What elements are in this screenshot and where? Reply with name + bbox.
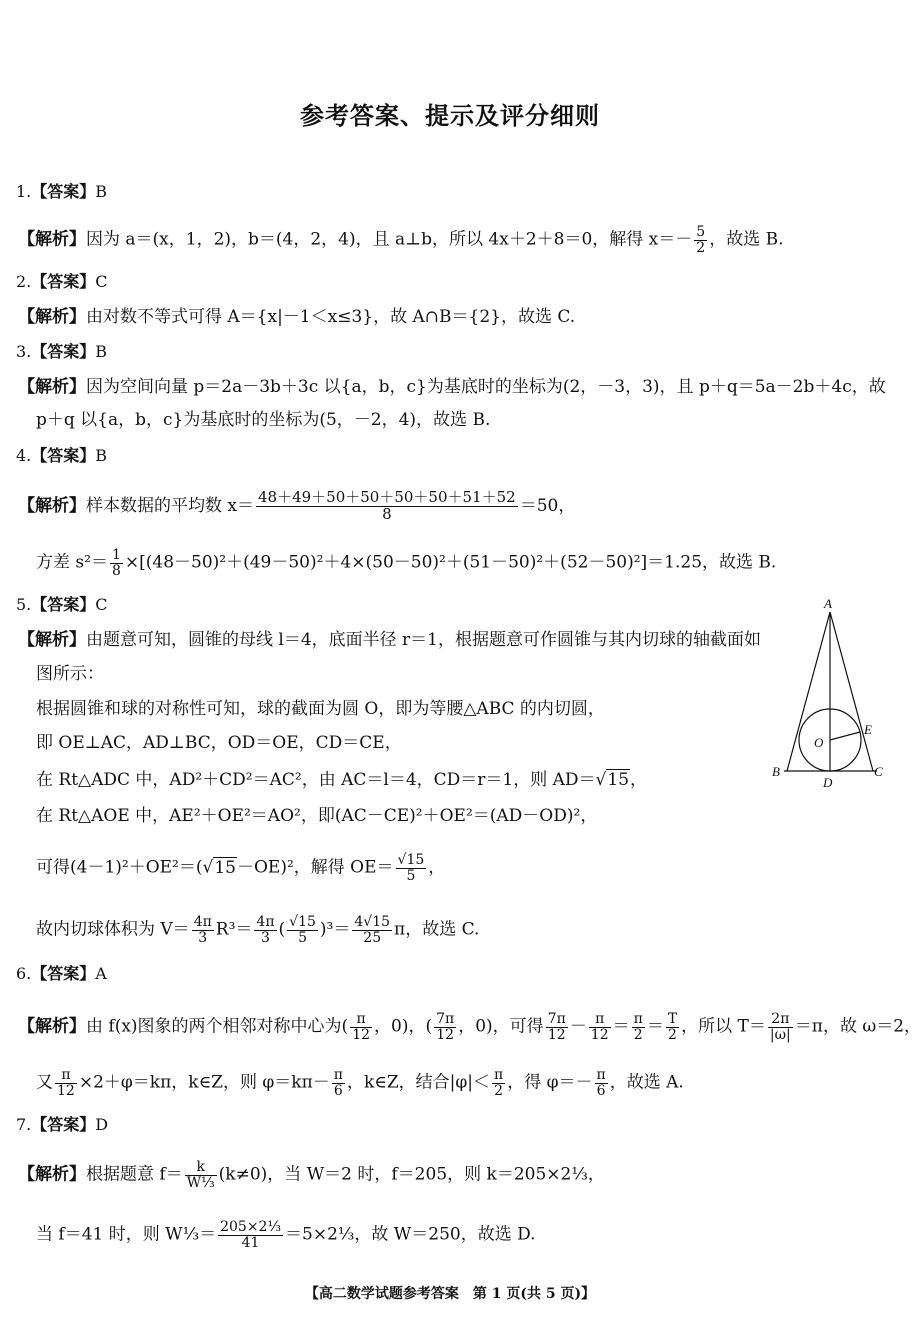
q6-frac-4: $\frac{\pi}{12}$ [590, 1011, 609, 1043]
page-title: 参考答案、提示及评分细则 [300, 101, 600, 130]
q5-text-8b: R³＝ [215, 919, 253, 940]
q6-frac-7: $\frac{2\pi}{|\omega|}$ [769, 1011, 791, 1043]
q1-answer-label: 【答案】 [31, 182, 96, 201]
q5-line-8 [36, 915, 479, 945]
q3-analysis-line-2 [36, 408, 490, 432]
q4-analysis-line-2 [36, 548, 776, 578]
q2-number: 2. [16, 272, 32, 291]
q5-line-4 [36, 731, 402, 755]
q7-text-2b: ＝5×2⅓，故 W＝250，故选 D. [285, 1224, 536, 1245]
q6-number: 6. [16, 964, 32, 983]
q6-text-1f: ＝ [646, 1016, 664, 1037]
q5-answer-label: 【答案】 [31, 595, 96, 614]
q7-analysis-label: 【解析】 [18, 1164, 86, 1185]
q7-frac-2: $\frac{\text{205×2⅓}}{41}$ [220, 1219, 282, 1251]
q6-frac-10: $\frac{\pi}{2}$ [494, 1067, 504, 1099]
q7-frac-1: $\frac{k}{\text{W⅓}}$ [186, 1159, 215, 1191]
q2-answer-label: 【答案】 [31, 272, 96, 291]
label-c: C [874, 764, 883, 779]
q3-analysis-line-1 [18, 375, 886, 399]
q3-answer: B [95, 342, 108, 361]
q1-answer: B [95, 182, 108, 201]
side-ac [830, 612, 873, 771]
label-a: A [824, 596, 832, 611]
q6-analysis-line-2 [36, 1068, 684, 1098]
q2-answer-line [16, 270, 108, 294]
label-d: D [823, 775, 833, 790]
q5-line-7 [36, 853, 445, 883]
q6-frac-5: $\frac{\pi}{2}$ [633, 1011, 643, 1043]
q6-answer: A [95, 964, 107, 983]
label-e: E [864, 722, 872, 737]
q1-text-c: ，故选 B. [709, 229, 784, 250]
q4-analysis-line-1 [18, 490, 575, 523]
q5-text-1: 由题意可知，圆锥的母线 l＝4，底面半径 r＝1，根据题意可作圆锥与其内切球的轴截面如 [86, 630, 762, 650]
q6-text-1a: 由 f(x)图象的两个相邻对称中心为( [86, 1016, 349, 1037]
q4-mean-text: 样本数据的平均数 x＝ [86, 495, 254, 516]
q4-variance-text: 方差 s²＝ [36, 552, 108, 573]
q7-text-1a: 根据题意 f＝ [86, 1164, 183, 1185]
q6-text-2b: ×2＋φ＝kπ，k∈Z，则 φ＝kπ－ [78, 1072, 330, 1093]
label-o: O [814, 735, 824, 750]
q1-analysis-label: 【解析】 [18, 229, 86, 250]
q6-text-1b: ，0)，( [374, 1016, 433, 1037]
q4-answer-label: 【答案】 [31, 446, 96, 465]
q3-answer-label: 【答案】 [31, 342, 96, 361]
q5-line-2 [36, 662, 104, 686]
q4-variance-fraction: $\frac{1}{8}$ [111, 547, 121, 579]
q5-text-7d: ， [428, 857, 446, 878]
q5-text-5b: 15 [607, 770, 630, 790]
q7-answer-label: 【答案】 [31, 1115, 96, 1134]
q5-number: 5. [16, 595, 32, 614]
q3-analysis-label: 【解析】 [18, 377, 86, 397]
q6-text-2c: ，k∈Z，结合|φ|＜ [346, 1072, 491, 1093]
q5-text-8e: π，故选 C. [394, 919, 480, 940]
q6-text-2d: ，得 φ＝－ [507, 1072, 593, 1093]
q7-answer: D [95, 1115, 109, 1134]
q5-text-7c: －OE)²，解得 OE＝ [236, 857, 394, 878]
q2-analysis-label: 【解析】 [18, 307, 86, 327]
q4-variance-result: ×[(48－50)²＋(49－50)²＋4×(50－50)²＋(51－50)²＋(52－50)²]＝1.25，故选 B. [124, 552, 777, 573]
q5-text-7b: 15 [214, 857, 236, 878]
q5-oe-fraction: $\frac{√15}{5}$ [397, 852, 425, 884]
radius-oe [830, 732, 860, 740]
q3-answer-line [16, 340, 107, 364]
q4-answer-line [16, 444, 107, 468]
q7-text-2a: 当 f＝41 时，则 W⅓＝ [36, 1224, 217, 1245]
q4-answer: B [95, 446, 108, 465]
q5-analysis-line-1 [18, 628, 761, 652]
q6-text-1g: ，所以 T＝ [681, 1016, 766, 1037]
q6-text-1c: ，0)，可得 [458, 1016, 544, 1037]
q6-frac-1: $\frac{\pi}{12}$ [352, 1011, 371, 1043]
q6-analysis-label: 【解析】 [18, 1016, 86, 1037]
q5-text-8d: )³＝ [319, 919, 351, 940]
q4-mean-fraction: $\frac{48+49+50+50+50+50+51+52}{8}$ [258, 488, 516, 523]
q7-answer-line [16, 1113, 108, 1137]
q5-text-2: 图所示： [36, 664, 104, 684]
q5-line-5 [36, 768, 647, 792]
q5-text-3: 根据圆锥和球的对称性可知，球的截面为圆 O，即为等腰△ABC 的内切圆， [36, 699, 605, 719]
label-b: B [772, 764, 780, 779]
q1-fraction: $\frac{5}{2}$ [696, 224, 706, 256]
q7-text-1b: (k≠0)，当 W＝2 时，f＝205，则 k＝205×2⅓， [218, 1164, 605, 1185]
q7-analysis-line-2 [36, 1220, 536, 1250]
q6-frac-11: $\frac{\pi}{6}$ [596, 1067, 606, 1099]
q4-mean-result: ＝50， [519, 495, 576, 516]
q5-line-3 [36, 697, 605, 721]
q5-text-7a: 可得(4－1)²＋OE²＝(√ [36, 857, 214, 878]
q6-frac-3: $\frac{7\pi}{12}$ [547, 1011, 566, 1043]
q5-answer: C [95, 595, 108, 614]
q6-text-1h: ＝π，故 ω＝2， [794, 1016, 921, 1037]
q5-analysis-label: 【解析】 [18, 630, 86, 650]
q5-text-5c: ， [630, 770, 648, 790]
q6-frac-6: $\frac{T}{2}$ [667, 1011, 678, 1043]
q2-answer: C [95, 272, 108, 291]
q5-text-4: 即 OE⊥AC，AD⊥BC，OD＝OE，CD＝CE， [36, 733, 402, 753]
q6-frac-9: $\frac{\pi}{6}$ [333, 1067, 343, 1099]
q5-volume-frac-1: $\frac{4\pi}{3}$ [193, 914, 212, 946]
q6-answer-label: 【答案】 [31, 964, 96, 983]
q5-line-6 [36, 804, 597, 828]
q6-frac-8: $\frac{\pi}{12}$ [57, 1067, 75, 1099]
q6-analysis-line-1 [18, 1012, 921, 1042]
q3-number: 3. [16, 342, 32, 361]
q1-analysis-line [18, 225, 784, 255]
cone-cross-section-figure [770, 595, 900, 795]
q5-text-8c: ( [278, 919, 286, 940]
q4-number: 4. [16, 446, 32, 465]
q4-analysis-label: 【解析】 [18, 495, 86, 516]
side-ab [787, 612, 830, 771]
q6-text-2e: ，故选 A. [609, 1072, 684, 1093]
q5-volume-frac-3: $\frac{√15}{5}$ [289, 914, 316, 946]
q6-text-2a: 又 [36, 1072, 53, 1093]
q5-text-6: 在 Rt△AOE 中，AE²＋OE²＝AO²，即(AC－CE)²＋OE²＝(AD－OD)²， [36, 806, 598, 826]
q6-text-1e: ＝ [612, 1016, 630, 1037]
q5-answer-line [16, 593, 108, 617]
q6-answer-line [16, 962, 107, 986]
q6-frac-2: $\frac{7\pi}{12}$ [436, 1011, 455, 1043]
q7-number: 7. [16, 1115, 32, 1134]
q3-text-2: p＋q 以{a，b，c}为基底时的坐标为(5，－2，4)，故选 B. [36, 410, 491, 430]
q1-text-b: a＝(x，1，2)，b＝(4，2，4)，且 a⊥b，所以 4x＋2＋8＝0，解得 x＝－ [125, 229, 693, 250]
page-footer: 【高二数学试题参考答案 第 1 页(共 5 页)】 [304, 1286, 596, 1302]
q6-text-1d: － [569, 1016, 587, 1037]
q5-text-8a: 故内切球体积为 V＝ [36, 919, 190, 940]
q2-text: 由对数不等式可得 A＝{x|－1＜x≤3}，故 A∩B＝{2}，故选 C. [86, 307, 576, 327]
q7-analysis-line-1 [18, 1160, 605, 1190]
q5-text-5a: 在 Rt△ADC 中，AD²＋CD²＝AC²，由 AC＝l＝4，CD＝r＝1，则 AD＝√ [36, 770, 607, 790]
q1-number: 1. [16, 182, 32, 201]
q5-volume-frac-2: $\frac{4\pi}{3}$ [256, 914, 275, 946]
q2-analysis-line [18, 305, 575, 329]
q5-volume-frac-4: $\frac{4√15}{25}$ [354, 914, 391, 946]
q1-answer-line [16, 180, 107, 204]
q3-text-1: 因为空间向量 p＝2a－3b＋3c 以{a，b，c}为基底时的坐标为(2，－3，3)，且 p＋q＝5a－2b＋4c，故 [86, 377, 886, 397]
q1-text-a: 因为 [86, 229, 126, 250]
